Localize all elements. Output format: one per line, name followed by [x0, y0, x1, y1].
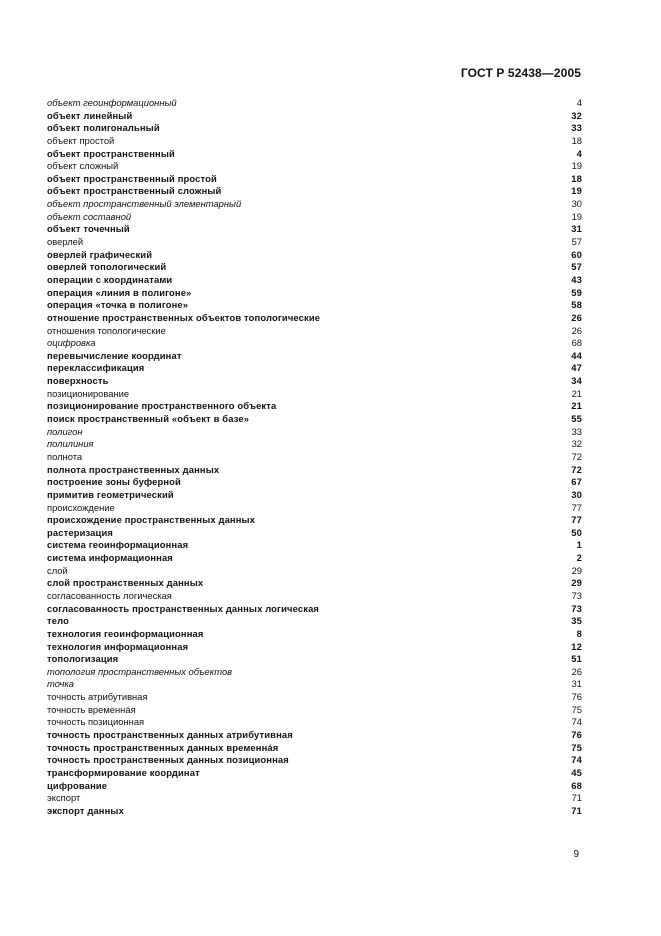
index-entry — [47, 160, 582, 173]
index-entry-page: 34 — [571, 375, 582, 387]
index-entry — [47, 438, 582, 451]
index-entry — [47, 704, 582, 717]
page-number: 9 — [573, 849, 579, 860]
index-entry-term: позиционирование пространственного объекта — [47, 400, 277, 412]
index-entry-term: тело — [47, 615, 69, 627]
index-entry-page: 26 — [571, 665, 582, 677]
index-entry-term: технология информационная — [47, 640, 189, 652]
index-entry-page: 55 — [571, 413, 582, 425]
index-entry-term: происхождение пространственных данных — [47, 514, 256, 526]
index-entry-term: точность атрибутивная — [47, 691, 148, 703]
index-entry-term: оцифровка — [47, 337, 96, 349]
index-entry-term: точность пространственных данных позиционная — [47, 754, 289, 766]
index-entry — [47, 400, 582, 413]
index-entry — [47, 565, 582, 578]
index-entry — [47, 185, 582, 198]
index-entry-term: система информационная — [47, 552, 173, 564]
index-entry-term: объект составной — [47, 210, 132, 222]
index-entry-term: объект пространственный простой — [47, 172, 217, 184]
index-entry-term: полнота пространственных данных — [47, 463, 220, 475]
index-entry-page: 45 — [571, 766, 582, 778]
index-entry-term: происхождение — [47, 501, 115, 513]
index-entry-term: объект линейный — [47, 109, 133, 121]
index-entry-page: 73 — [571, 602, 582, 614]
index-entry-page: 31 — [571, 223, 582, 235]
index-entry — [47, 780, 582, 793]
index-entry-term: слой — [47, 564, 68, 576]
index-entry-page: 59 — [571, 286, 582, 298]
index-entry — [47, 805, 582, 818]
index-entry-page: 18 — [571, 172, 582, 184]
index-entry — [47, 413, 582, 426]
index-entry-term: согласованность пространственных данных логическая — [47, 602, 320, 614]
index-entry-page: 26 — [571, 311, 582, 323]
index-entry-page: 30 — [571, 488, 582, 500]
index-entry-term: переклассификация — [47, 362, 145, 374]
index-entry — [47, 337, 582, 350]
index-entry-page: 44 — [571, 349, 582, 361]
index-entry-term: цифрование — [47, 779, 108, 791]
index-entry-page: 77 — [571, 501, 582, 513]
index-entry-term: полигон — [47, 425, 83, 437]
index-entry-term: полилиния — [47, 438, 94, 450]
index-entry-page: 72 — [571, 463, 582, 475]
index-entry-page: 68 — [571, 337, 582, 349]
index-entry-page: 74 — [571, 716, 582, 728]
index-entry — [47, 754, 582, 767]
index-entry-page: 4 — [576, 97, 582, 108]
index-entry-page: 31 — [571, 678, 582, 690]
index-entry-page: 76 — [571, 729, 582, 741]
index-entry — [47, 514, 582, 527]
index-entry-page: 32 — [571, 109, 582, 121]
index-entry-term: объект пространственный элементарный — [47, 198, 242, 210]
index-entry-page: 68 — [571, 779, 582, 791]
index-entry-page: 21 — [571, 400, 582, 412]
index-entry — [47, 489, 582, 502]
index-entry — [47, 274, 582, 287]
index-entry-term: операция «линия в полигоне» — [47, 286, 192, 298]
index-entry — [47, 110, 582, 123]
index-entry-page: 74 — [571, 754, 582, 766]
index-entry-term: точность временнáя — [47, 703, 136, 715]
index-entry-term: отношения топологические — [47, 324, 166, 336]
index-entry-term: примитив геометрический — [47, 488, 174, 500]
index-entry-term: объект пространственный сложный — [47, 185, 222, 197]
index-entry-list — [47, 97, 582, 818]
index-entry — [47, 792, 582, 805]
index-entry-page: 50 — [571, 526, 582, 538]
index-entry-term: объект пространственный — [47, 147, 175, 159]
index-entry — [47, 312, 582, 325]
index-entry-page: 76 — [571, 691, 582, 703]
index-entry-term: точность позиционная — [47, 716, 145, 728]
index-entry-page: 57 — [571, 261, 582, 273]
index-entry-page: 33 — [571, 425, 582, 437]
index-entry-page: 57 — [571, 236, 582, 248]
index-entry — [47, 299, 582, 312]
index-entry-page: 12 — [571, 640, 582, 652]
index-entry-term: оверлей графический — [47, 248, 153, 260]
index-entry-page: 29 — [571, 577, 582, 589]
index-entry-term: объект сложный — [47, 160, 119, 172]
index-entry-term: растеризация — [47, 526, 113, 538]
index-entry-term: оверлей — [47, 236, 84, 248]
index-entry — [47, 539, 582, 552]
index-entry — [47, 552, 582, 565]
index-entry — [47, 729, 582, 742]
index-entry-term: объект полигональный — [47, 122, 160, 134]
index-entry-term: точка — [47, 678, 74, 690]
index-entry — [47, 527, 582, 540]
index-entry — [47, 577, 582, 590]
index-entry — [47, 464, 582, 477]
index-entry — [47, 716, 582, 729]
document-header-title: ГОСТ Р 52438—2005 — [460, 66, 581, 80]
index-entry-page: 47 — [571, 362, 582, 374]
index-entry-term: объект геоинформационный — [47, 97, 177, 108]
index-entry — [47, 223, 582, 236]
index-entry-page: 71 — [571, 804, 582, 816]
index-entry-page: 21 — [571, 387, 582, 399]
index-entry-term: точность пространственных данных атрибутивная — [47, 729, 293, 741]
index-entry — [47, 603, 582, 616]
index-entry-term: объект простой — [47, 134, 115, 146]
index-entry — [47, 678, 582, 691]
index-entry-page: 30 — [571, 198, 582, 210]
index-entry-page: 32 — [571, 438, 582, 450]
index-entry — [47, 97, 582, 110]
index-entry-page: 19 — [571, 185, 582, 197]
index-entry — [47, 261, 582, 274]
index-entry — [47, 615, 582, 628]
index-entry-page: 43 — [571, 273, 582, 285]
index-entry-page: 35 — [571, 615, 582, 627]
index-entry-page: 72 — [571, 450, 582, 462]
index-entry-page: 4 — [576, 147, 582, 159]
index-entry — [47, 641, 582, 654]
index-entry — [47, 628, 582, 641]
index-entry — [47, 148, 582, 161]
index-entry — [47, 388, 582, 401]
index-entry-page: 67 — [571, 476, 582, 488]
index-entry-term: позиционирование — [47, 387, 130, 399]
index-entry-term: отношение пространственных объектов топологические — [47, 311, 321, 323]
index-entry-term: полнота — [47, 450, 83, 462]
index-entry-page: 51 — [571, 653, 582, 665]
index-entry-term: построение зоны буферной — [47, 476, 181, 488]
index-entry — [47, 135, 582, 148]
index-entry-page: 2 — [576, 552, 582, 564]
index-entry-term: операции с координатами — [47, 273, 173, 285]
index-entry — [47, 236, 582, 249]
index-entry-page: 75 — [571, 741, 582, 753]
index-entry — [47, 211, 582, 224]
index-entry-page: 73 — [571, 589, 582, 601]
index-entry-page: 19 — [571, 210, 582, 222]
index-entry-term: точность пространственных данных временнáя — [47, 741, 279, 753]
index-entry-page: 8 — [576, 627, 582, 639]
index-entry-term: оверлей топологический — [47, 261, 167, 273]
index-entry — [47, 451, 582, 464]
index-entry-page: 18 — [571, 134, 582, 146]
index-entry — [47, 502, 582, 515]
index-entry-term: топология пространственных объектов — [47, 665, 233, 677]
index-entry — [47, 122, 582, 135]
index-entry-term: экспорт данных — [47, 804, 124, 816]
index-entry — [47, 362, 582, 375]
index-entry — [47, 767, 582, 780]
index-entry — [47, 249, 582, 262]
index-entry — [47, 173, 582, 186]
index-entry — [47, 287, 582, 300]
index-entry-term: топологизация — [47, 653, 119, 665]
index-entry-page: 1 — [576, 539, 582, 551]
index-entry-term: поиск пространственный «объект в базе» — [47, 413, 250, 425]
index-entry — [47, 375, 582, 388]
index-entry — [47, 426, 582, 439]
index-entry-page: 26 — [571, 324, 582, 336]
index-entry — [47, 653, 582, 666]
index-entry-page: 75 — [571, 703, 582, 715]
index-entry — [47, 742, 582, 755]
index-entry-term: согласованность логическая — [47, 589, 172, 601]
index-entry-term: трансформирование координат — [47, 766, 200, 778]
index-entry — [47, 476, 582, 489]
index-entry-term: операция «точка в полигоне» — [47, 299, 189, 311]
index-entry-term: поверхность — [47, 375, 109, 387]
index-entry-term: перевычисление координат — [47, 349, 182, 361]
index-entry — [47, 691, 582, 704]
index-entry-page: 29 — [571, 564, 582, 576]
index-entry — [47, 590, 582, 603]
index-entry-term: экспорт — [47, 792, 81, 804]
index-entry-page: 77 — [571, 514, 582, 526]
index-entry-page: 58 — [571, 299, 582, 311]
index-entry-page: 19 — [571, 160, 582, 172]
index-entry-term: слой пространственных данных — [47, 577, 204, 589]
index-entry-page: 33 — [571, 122, 582, 134]
index-entry-term: система геоинформационная — [47, 539, 189, 551]
index-entry-page: 60 — [571, 248, 582, 260]
index-entry — [47, 198, 582, 211]
index-entry-term: объект точечный — [47, 223, 130, 235]
index-entry-term: технология геоинформационная — [47, 627, 204, 639]
index-entry — [47, 666, 582, 679]
index-entry-page: 71 — [571, 792, 582, 804]
index-entry — [47, 325, 582, 338]
index-entry — [47, 350, 582, 363]
